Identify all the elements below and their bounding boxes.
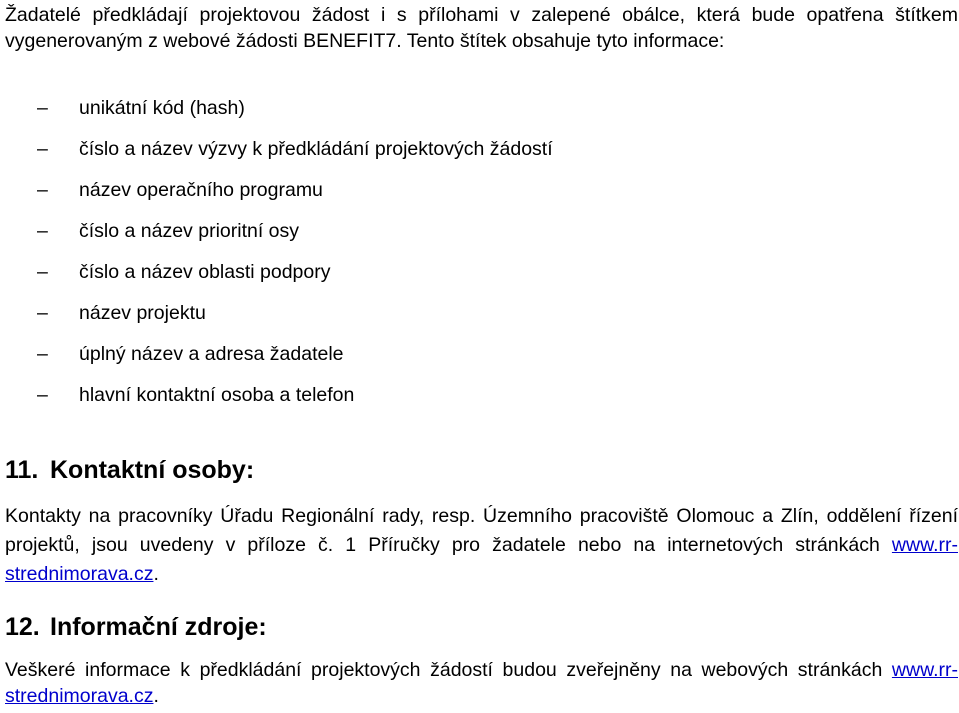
list-item-text: název projektu <box>79 302 206 324</box>
list-item-text: název operačního programu <box>79 179 323 201</box>
dash-bullet: – <box>37 261 48 283</box>
label-info-list <box>5 95 553 423</box>
sources-text-end: . <box>153 685 159 707</box>
section-11-number: 11. <box>5 456 39 484</box>
list-item-text: unikátní kód (hash) <box>79 97 245 119</box>
dash-bullet: – <box>37 302 48 324</box>
list-item-text: číslo a název prioritní osy <box>79 220 300 242</box>
section-11-title: Kontaktní osoby: <box>50 456 255 484</box>
contacts-text-end: . <box>153 563 159 585</box>
list-item <box>5 341 553 382</box>
section-11-heading <box>5 455 254 485</box>
list-item <box>5 177 553 218</box>
section-12-heading <box>5 612 267 642</box>
list-item-text: hlavní kontaktní osoba a telefon <box>79 384 355 406</box>
intro-paragraph: Žadatelé předkládají projektovou žádost i s přílohami v zalepené obálce, která bude opatřena štítkem vygenerovaným z webové žádosti BENEFIT7. Tento štítek obsahuje tyto informace: <box>5 4 958 52</box>
dash-bullet: – <box>37 179 48 201</box>
dash-bullet: – <box>37 97 48 119</box>
contacts-paragraph <box>5 502 958 589</box>
sources-paragraph <box>5 657 958 709</box>
section-12-title: Informační zdroje: <box>50 613 267 641</box>
list-item <box>5 259 553 300</box>
dash-bullet: – <box>37 138 48 160</box>
list-item <box>5 218 553 259</box>
list-item-text: úplný název a adresa žadatele <box>79 343 344 365</box>
website-link[interactable]: www.rr-strednimorava.cz <box>5 659 958 707</box>
dash-bullet: – <box>37 384 48 406</box>
list-item-text: číslo a název výzvy k předkládání projektových žádostí <box>79 138 553 160</box>
list-item <box>5 300 553 341</box>
list-item <box>5 382 553 423</box>
list-item <box>5 95 553 136</box>
contacts-text: Kontakty na pracovníky Úřadu Regionální rady, resp. Územního pracoviště Olomouc a Zlín, oddělení řízení projektů, jsou uvedeny v příloze č. 1 Příručky pro žadatele nebo na internetových stránkách <box>5 505 958 556</box>
section-12-number: 12. <box>5 613 40 641</box>
dash-bullet: – <box>37 220 48 242</box>
list-item-text: číslo a název oblasti podpory <box>79 261 331 283</box>
list-item <box>5 136 553 177</box>
sources-text: Veškeré informace k předkládání projektových žádostí budou zveřejněny na webových stránkách <box>5 659 892 681</box>
website-link[interactable]: www.rr-strednimorava.cz <box>5 534 958 585</box>
dash-bullet: – <box>37 343 48 365</box>
